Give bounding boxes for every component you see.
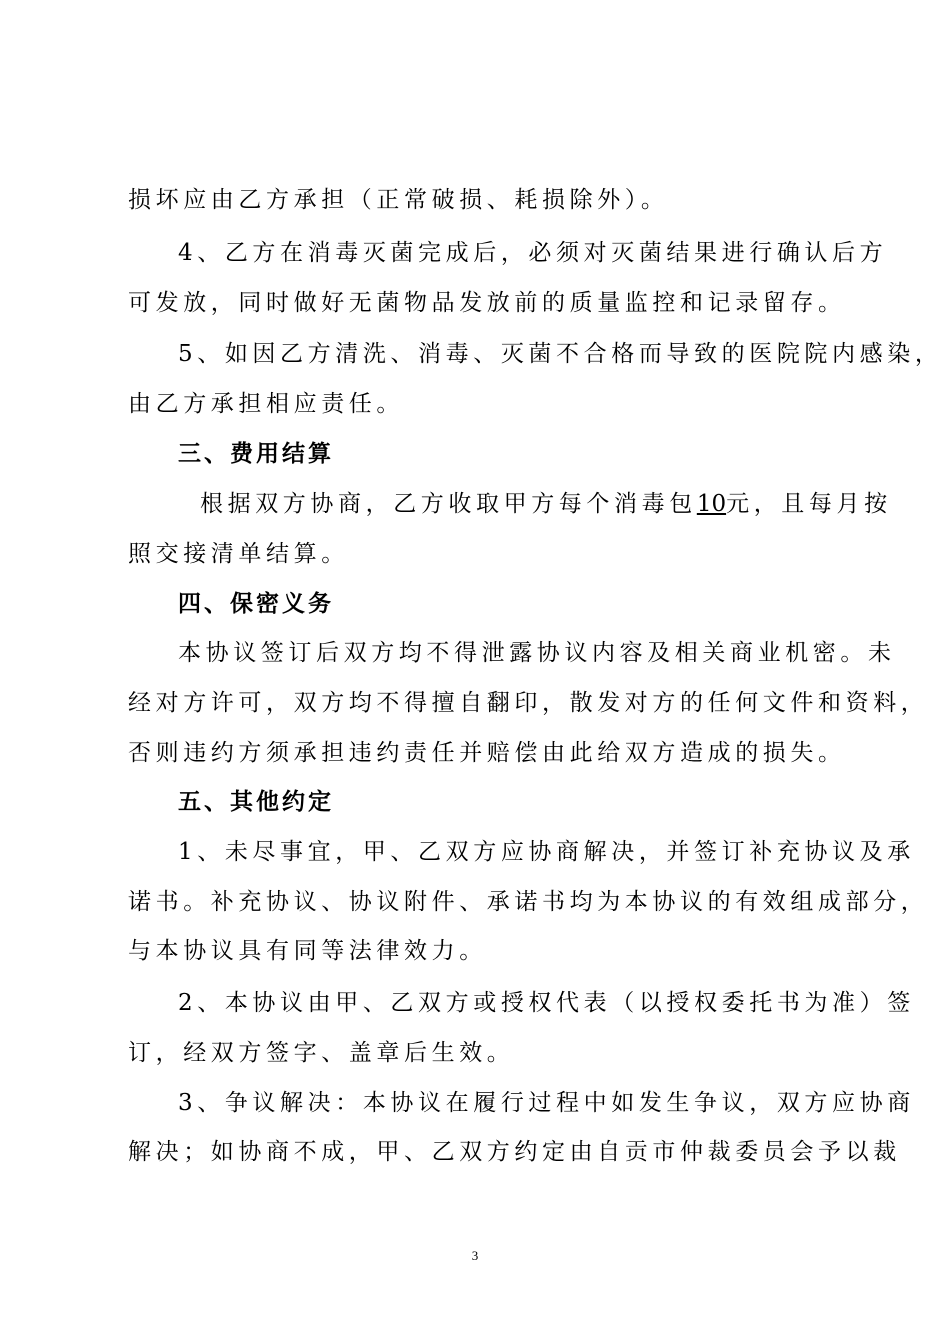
body-line: 可发放，同时做好无菌物品发放前的质量监控和记录留存。	[128, 290, 846, 316]
body-line: 解决；如协商不成，甲、乙双方约定由自贡市仲裁委员会予以裁	[128, 1139, 901, 1165]
fee-text: 根据双方协商，乙方收取甲方每个消毒包	[200, 491, 697, 517]
body-line: 本协议签订后双方均不得泄露协议内容及相关商业机密。未	[178, 640, 896, 666]
body-line	[200, 489, 892, 519]
fee-text-tail: 元，且每月按	[726, 491, 892, 517]
body-line: 5、如因乙方清洗、消毒、灭菌不合格而导致的医院院内感染，	[178, 341, 943, 367]
fee-amount: 10	[696, 491, 727, 517]
section-heading: 五、其他约定	[178, 789, 334, 815]
section-heading: 三、费用结算	[178, 441, 334, 467]
body-line: 诺书。补充协议、协议附件、承诺书均为本协议的有效组成部分，	[128, 889, 929, 915]
body-line: 损坏应由乙方承担（正常破损、耗损除外）。	[128, 187, 669, 213]
page-number: 3	[471, 1248, 479, 1263]
body-line: 订，经双方签字、盖章后生效。	[128, 1040, 515, 1066]
body-line: 4、乙方在消毒灭菌完成后，必须对灭菌结果进行确认后方	[178, 240, 888, 266]
body-line: 1、未尽事宜，甲、乙双方应协商解决，并签订补充协议及承	[178, 839, 915, 865]
body-line: 3、争议解决：本协议在履行过程中如发生争议，双方应协商	[178, 1090, 915, 1116]
body-line: 否则违约方须承担违约责任并赔偿由此给双方造成的损失。	[128, 740, 846, 766]
body-line: 照交接清单结算。	[128, 541, 349, 567]
body-line: 与本协议具有同等法律效力。	[128, 938, 487, 964]
body-line: 经对方许可，双方均不得擅自翻印，散发对方的任何文件和资料，	[128, 690, 929, 716]
body-line: 由乙方承担相应责任。	[128, 391, 404, 417]
section-heading: 四、保密义务	[178, 591, 334, 617]
body-line: 2、本协议由甲、乙双方或授权代表（以授权委托书为准）签	[178, 990, 915, 1016]
